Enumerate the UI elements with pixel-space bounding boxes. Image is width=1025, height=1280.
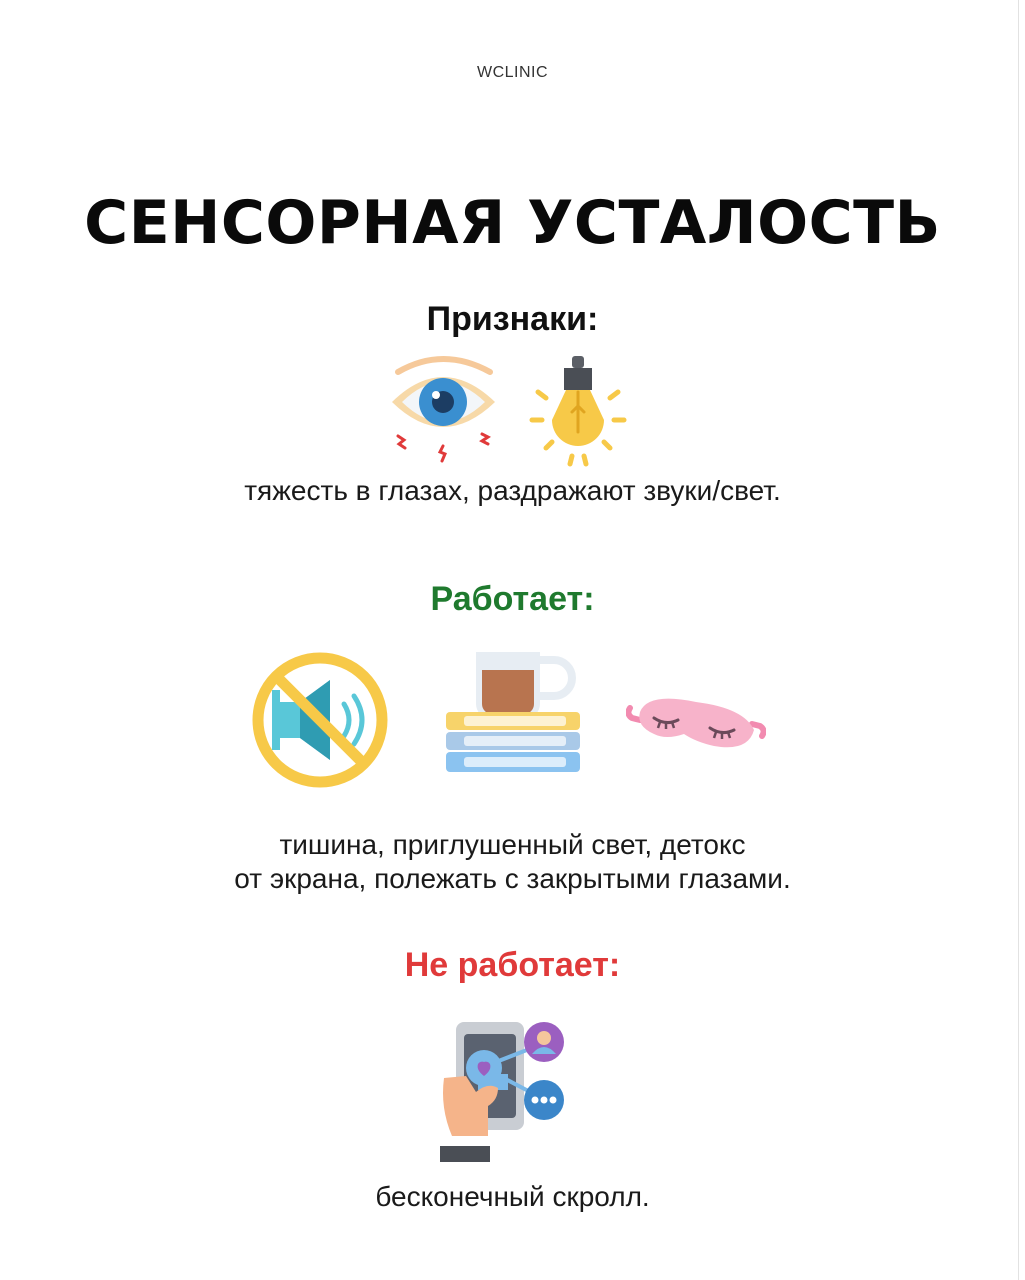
muted-speaker-icon	[250, 650, 390, 790]
not-works-text: бесконечный скролл.	[375, 1181, 650, 1212]
not-works-heading: Не работает:	[404, 946, 621, 984]
page-title: СЕНСОРНАЯ УСТАЛОСТЬ	[84, 188, 941, 258]
phone-scroll-icon	[434, 1018, 570, 1166]
light-bulb-icon	[528, 352, 628, 467]
works-text-line1: тишина, приглушенный свет, детокс	[279, 829, 746, 860]
signs-text: тяжесть в глазах, раздражают звуки/свет.	[244, 475, 781, 506]
sleep-mask-icon	[626, 688, 766, 758]
signs-heading: Признаки:	[426, 300, 599, 338]
coffee-books-icon	[442, 646, 582, 786]
brand-label: WCLINIC	[476, 64, 549, 81]
works-heading: Работает:	[430, 580, 595, 618]
works-text-line2: от экрана, полежать с закрытыми глазами.	[234, 863, 791, 894]
tired-eye-icon	[386, 352, 501, 467]
